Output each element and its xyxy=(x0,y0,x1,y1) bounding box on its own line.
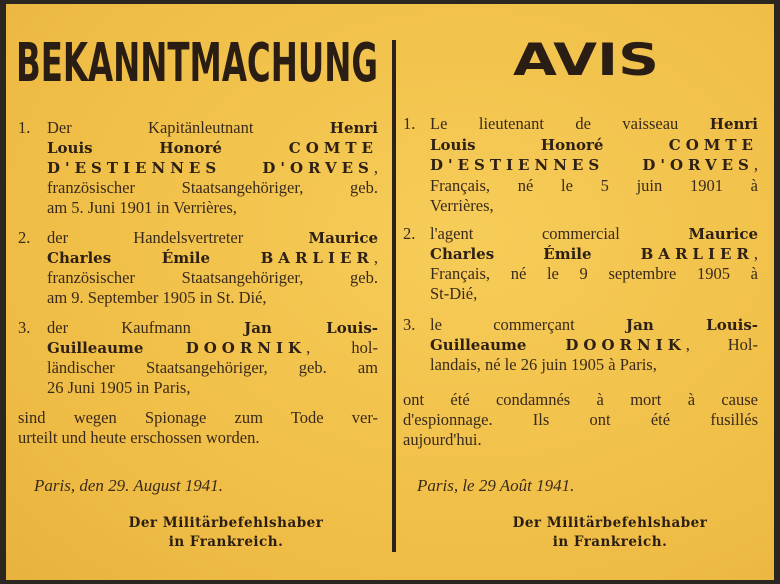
name-text: Charles Émile xyxy=(47,249,261,267)
column-divider xyxy=(392,40,396,552)
text-segment: der Handelsvertreter xyxy=(47,228,309,247)
name-text: Maurice xyxy=(688,225,758,243)
name-text: DOORNIK xyxy=(565,336,686,354)
text-segment: am 9. September 1905 in St. Dié, xyxy=(47,288,267,307)
text-segment: , xyxy=(753,244,758,263)
text-segment: aujourd'hui. xyxy=(403,430,482,449)
item-line xyxy=(47,338,378,358)
item-line xyxy=(47,158,378,178)
item-number: 1. xyxy=(18,118,31,137)
text-segment: am 5. Juni 1901 in Verrières, xyxy=(47,198,237,217)
item-line xyxy=(47,268,378,288)
item-line xyxy=(430,176,758,196)
name-text: Louis Honoré xyxy=(430,136,669,154)
item-line xyxy=(430,114,758,134)
item-line xyxy=(47,318,378,338)
name-text: D'ESTIENNES D'ORVES xyxy=(47,159,374,177)
name-text: BARLIER xyxy=(640,245,754,263)
text-segment: landais, né le 26 juin 1905 à Paris, xyxy=(430,355,657,374)
item-line xyxy=(430,244,758,264)
item-line xyxy=(430,196,758,216)
text-segment: l'agent commercial xyxy=(430,224,689,243)
text-segment: der Kaufmann xyxy=(47,318,245,337)
item-number: 2. xyxy=(403,224,416,243)
text-segment: sind wegen Spionage zum Tode ver- xyxy=(18,408,378,427)
closing-line xyxy=(18,428,378,448)
item-line xyxy=(47,288,378,308)
name-text: D'ESTIENNES D'ORVES xyxy=(430,156,754,174)
closing-line xyxy=(403,410,758,430)
item-line xyxy=(430,135,758,155)
item-line xyxy=(47,358,378,378)
text-segment: le commerçant xyxy=(430,315,627,334)
item-line xyxy=(47,118,378,138)
name-text: Jan Louis- xyxy=(244,319,378,337)
name-text: Guilleaume xyxy=(47,339,186,357)
text-segment: 26 Juni 1905 in Paris, xyxy=(47,378,191,397)
item-line xyxy=(47,228,378,248)
text-segment: Français, né le 9 septembre 1905 à xyxy=(430,264,758,283)
text-segment: , xyxy=(753,155,758,174)
poster xyxy=(6,4,774,580)
item-number: 3. xyxy=(403,315,416,334)
text-segment: d'espionnage. Ils ont été fusillés xyxy=(403,410,758,429)
text-segment: Le lieutenant de vaisseau xyxy=(430,114,710,133)
name-text: COMTE xyxy=(288,139,378,157)
text-segment: St-Dié, xyxy=(430,284,478,303)
name-text: Henri xyxy=(709,115,758,133)
item-number: 3. xyxy=(18,318,31,337)
item-line xyxy=(47,378,378,398)
name-text: BARLIER xyxy=(260,249,374,267)
item-number: 2. xyxy=(18,228,31,247)
name-text: Henri xyxy=(329,119,378,137)
item-line xyxy=(47,198,378,218)
item-number: 1. xyxy=(403,114,416,133)
text-segment: französischer Staatsangehöriger, geb. xyxy=(47,268,378,287)
text-segment: , hol- xyxy=(306,338,378,357)
item-line xyxy=(430,335,758,355)
signature-line: in Frankreich. xyxy=(552,534,668,550)
text-segment: urteilt und heute erschossen worden. xyxy=(18,428,260,447)
name-text: Jan Louis- xyxy=(626,316,758,334)
name-text: Guilleaume xyxy=(430,336,566,354)
item-line xyxy=(430,315,758,335)
text-segment: Verrières, xyxy=(430,196,494,215)
name-text: Maurice xyxy=(308,229,378,247)
signature-line: Der Militärbefehlshaber xyxy=(128,515,324,531)
closing-line xyxy=(18,408,378,428)
name-text: Charles Émile xyxy=(430,245,641,263)
name-text: Louis Honoré xyxy=(47,139,289,157)
item-line xyxy=(430,355,758,375)
signature-line: Der Militärbefehlshaber xyxy=(512,515,708,531)
signature-line: in Frankreich. xyxy=(168,534,284,550)
date-french: Paris, le 29 Août 1941. xyxy=(417,476,575,495)
item-line xyxy=(47,178,378,198)
item-line xyxy=(47,138,378,158)
text-segment: Der Kapitänleutnant xyxy=(47,118,330,137)
text-segment: , xyxy=(373,248,378,267)
item-line xyxy=(430,284,758,304)
closing-line xyxy=(403,430,758,450)
name-text: COMTE xyxy=(668,136,758,154)
text-segment: , xyxy=(373,158,378,177)
item-line xyxy=(47,248,378,268)
signature-french xyxy=(480,514,740,552)
text-segment: , Hol- xyxy=(685,335,758,354)
item-line xyxy=(430,264,758,284)
name-text: DOORNIK xyxy=(185,339,307,357)
title-french: AVIS xyxy=(513,34,659,86)
title-german: BEKANNTMACHUNG xyxy=(16,32,378,94)
item-line xyxy=(430,155,758,175)
text-segment: ont été condamnés à mort à cause xyxy=(403,390,758,409)
text-segment: französischer Staatsangehöriger, geb. xyxy=(47,178,378,197)
text-segment: ländischer Staatsangehöriger, geb. am xyxy=(47,358,378,377)
date-german: Paris, den 29. August 1941. xyxy=(34,476,224,495)
signature-german xyxy=(96,514,356,552)
item-line xyxy=(430,224,758,244)
text-segment: Français, né le 5 juin 1901 à xyxy=(430,176,758,195)
closing-line xyxy=(403,390,758,410)
